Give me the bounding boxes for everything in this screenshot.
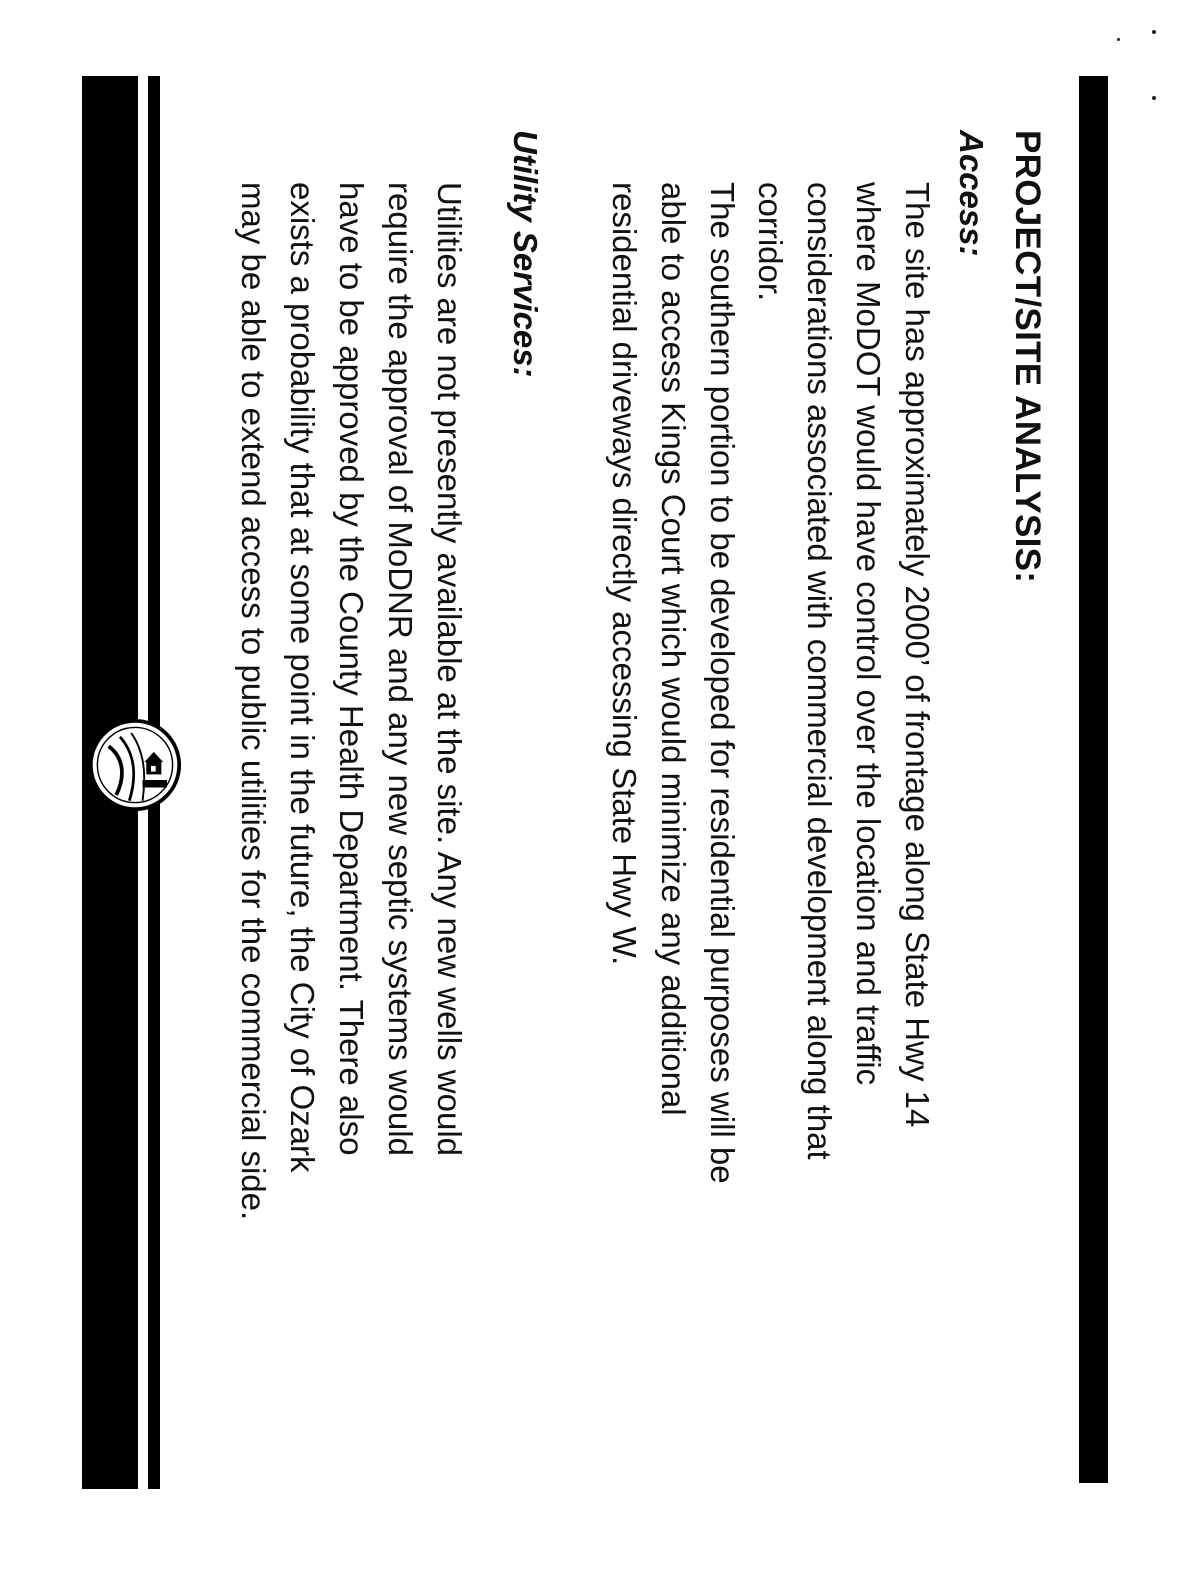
text-line: where MoDOT would have control over the location and traffic xyxy=(850,182,887,1086)
text-line: corridor. xyxy=(752,182,789,302)
document-content xyxy=(167,130,1047,1450)
access-subheading: Access: xyxy=(953,130,990,257)
utility-services-subheading: Utility Services: xyxy=(507,130,544,378)
text-line: require the approval of MoDNR and any new septic systems would xyxy=(382,182,419,1156)
right-border-bar xyxy=(1079,76,1108,1483)
text-line: The site has approximately 2000’ of frontage along State Hwy 14 xyxy=(899,182,936,1128)
scan-speck xyxy=(1152,30,1156,34)
access-paragraph-2 xyxy=(600,182,747,1442)
text-line: exists a probability that at some point in the future, the City of Ozark xyxy=(284,182,321,1173)
text-line: considerations associated with commercial development along that xyxy=(801,182,838,1160)
text-line: able to access Kings Court which would minimize any additional xyxy=(655,182,692,1116)
scan-speck xyxy=(1117,38,1120,41)
access-paragraph-1 xyxy=(746,182,942,1442)
text-line: residential driveways directly accessing State Hwy W. xyxy=(606,182,643,966)
utility-services-paragraph xyxy=(229,182,474,1442)
scan-speck xyxy=(1152,96,1156,100)
page-title: PROJECT/SITE ANALYSIS: xyxy=(1008,130,1047,584)
text-line: have to be approved by the County Health Department. There also xyxy=(333,182,370,1156)
text-line: may be able to extend access to public utilities for the commercial side. xyxy=(235,182,272,1221)
text-line: Utilities are not presently available at the site. Any new wells would xyxy=(431,182,468,1156)
text-line: The southern portion to be developed for residential purposes will be xyxy=(704,182,741,1184)
